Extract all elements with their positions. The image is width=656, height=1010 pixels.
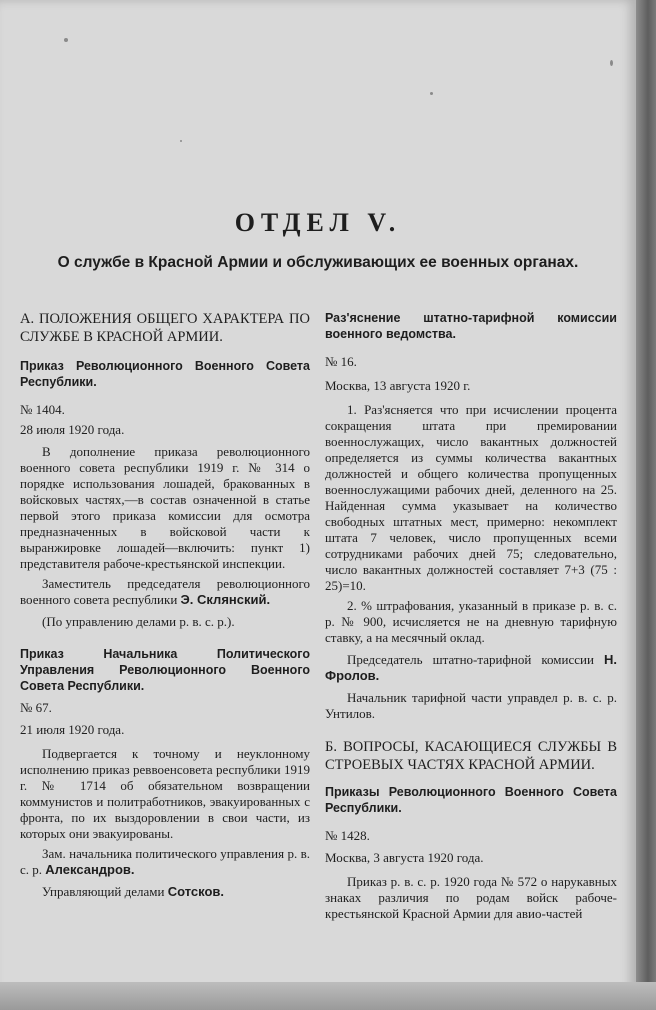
signature-name: Н. Фролов. (325, 652, 618, 683)
order-1404-body: В дополнение приказа революционного военного совета республики 1919 г. № 314 о порядке использования лошадей, бракованных в войсковых частях,—в состав означенной в статье первой этого приказа комиссии для осмотра предназначенных в войсковой части к выранжировке лошадей—включить: пункт 1) представителя рабоче-крестьянской инспекции. (20, 444, 310, 571)
order-1404-date: 28 июля 1920 года. (20, 422, 125, 437)
print-speck (430, 92, 433, 95)
clarification-signature-1 (325, 652, 617, 684)
print-speck (180, 140, 182, 142)
section-title: ОТДЕЛ V. (234, 208, 402, 237)
order-67-title: Приказ Начальника Политического Управления Революционного Военного Совета Республики. (20, 647, 310, 693)
order-67-number: № 67. (20, 700, 52, 715)
order-67-signature (20, 846, 310, 878)
section-subtitle: О службе в Красной Армии и обслуживающих ее военных органах. (57, 254, 579, 271)
order-67-date: 21 июля 1920 года. (20, 722, 125, 737)
order-1428-date: Москва, 3 августа 1920 года. (325, 850, 484, 865)
order-67-manager (20, 884, 310, 900)
order-1428-number: № 1428. (325, 828, 370, 843)
clarification-number: № 16. (325, 354, 357, 369)
manager-name: Сотсков. (167, 884, 224, 899)
clarification-signature-2: Начальник тарифной части управдел р. в. с. р. Унтилов. (325, 690, 617, 721)
clarification-paragraph-2: 2. % штрафования, указанный в приказе р. в. с. р. № 900, исчисляется не на дневную тарифную ставку, а на месячный оклад. (325, 598, 617, 645)
order-1404-title: Приказ Революционного Военного Совета Республики. (20, 359, 310, 389)
heading-a: А. ПОЛОЖЕНИЯ ОБЩЕГО ХАРАКТЕРА ПО СЛУЖБЕ В КРАСНОЙ АРМИИ. (20, 311, 310, 345)
order-1428-title: Приказы Революционного Военного Совета Республики. (325, 785, 617, 815)
scan-bottom-margin (0, 982, 656, 1010)
manager-role: Управляющий делами (42, 884, 165, 899)
signature-role: Председатель штатно-тарифной комиссии (347, 652, 594, 667)
order-1404-note: (По управлению делами р. в. с. р.). (42, 614, 235, 629)
right-column (325, 310, 617, 922)
signature-role: Заместитель председателя революционного военного совета республики (20, 576, 310, 607)
order-67-body: Подвергается к точному и неуклонному исполнению приказ реввоенсовета республики 1919 г. № 1714 об обязательном возвращении коммунистов и политработников, эвакуированных с фронта, по их выздоровлении в свои части, из которых они эвакуированы. (20, 746, 310, 841)
signature-name: Александров. (45, 862, 135, 877)
page-edge-shadow (636, 0, 656, 1010)
clarification-heading: Раз'яснение штатно-тарифной комиссии военного ведомства. (325, 311, 617, 341)
order-1404-signature (20, 576, 310, 608)
print-speck (610, 60, 613, 66)
heading-b: Б. ВОПРОСЫ, КАСАЮЩИЕСЯ СЛУЖБЫ В СТРОЕВЫХ ЧАСТЯХ КРАСНОЙ АРМИИ. (325, 739, 617, 773)
clarification-date: Москва, 13 августа 1920 г. (325, 378, 471, 393)
order-1404-number: № 1404. (20, 402, 65, 417)
order-1428-body: Приказ р. в. с. р. 1920 года № 572 о нарукавных знаках различия по родам войск рабоче-крестьянской Красной Армии для авио-частей (325, 874, 617, 921)
left-column (20, 310, 310, 900)
signature-name: Э. Склянский. (180, 592, 271, 607)
signature-role: Зам. начальника политического управления р. в. с. р. (20, 846, 310, 877)
print-speck (64, 38, 68, 42)
clarification-paragraph-1: 1. Раз'ясняется что при исчислении процента сокращения штата при премировании военнослужащих, число вакантных должностей определяется из суммы количества вакантных должностей и общего количества пропущенных военнослужащими рабочих дней, деленного на 25. Найденная сумма указывает на количество свободных штатных мест, примерно: некомплект штата 7 человек, число пропущенных всеми сотрудниками рабочих дней 75; следовательно, число вакантных должностей составляет 7+3 (75 : 25)=10. (325, 402, 617, 593)
